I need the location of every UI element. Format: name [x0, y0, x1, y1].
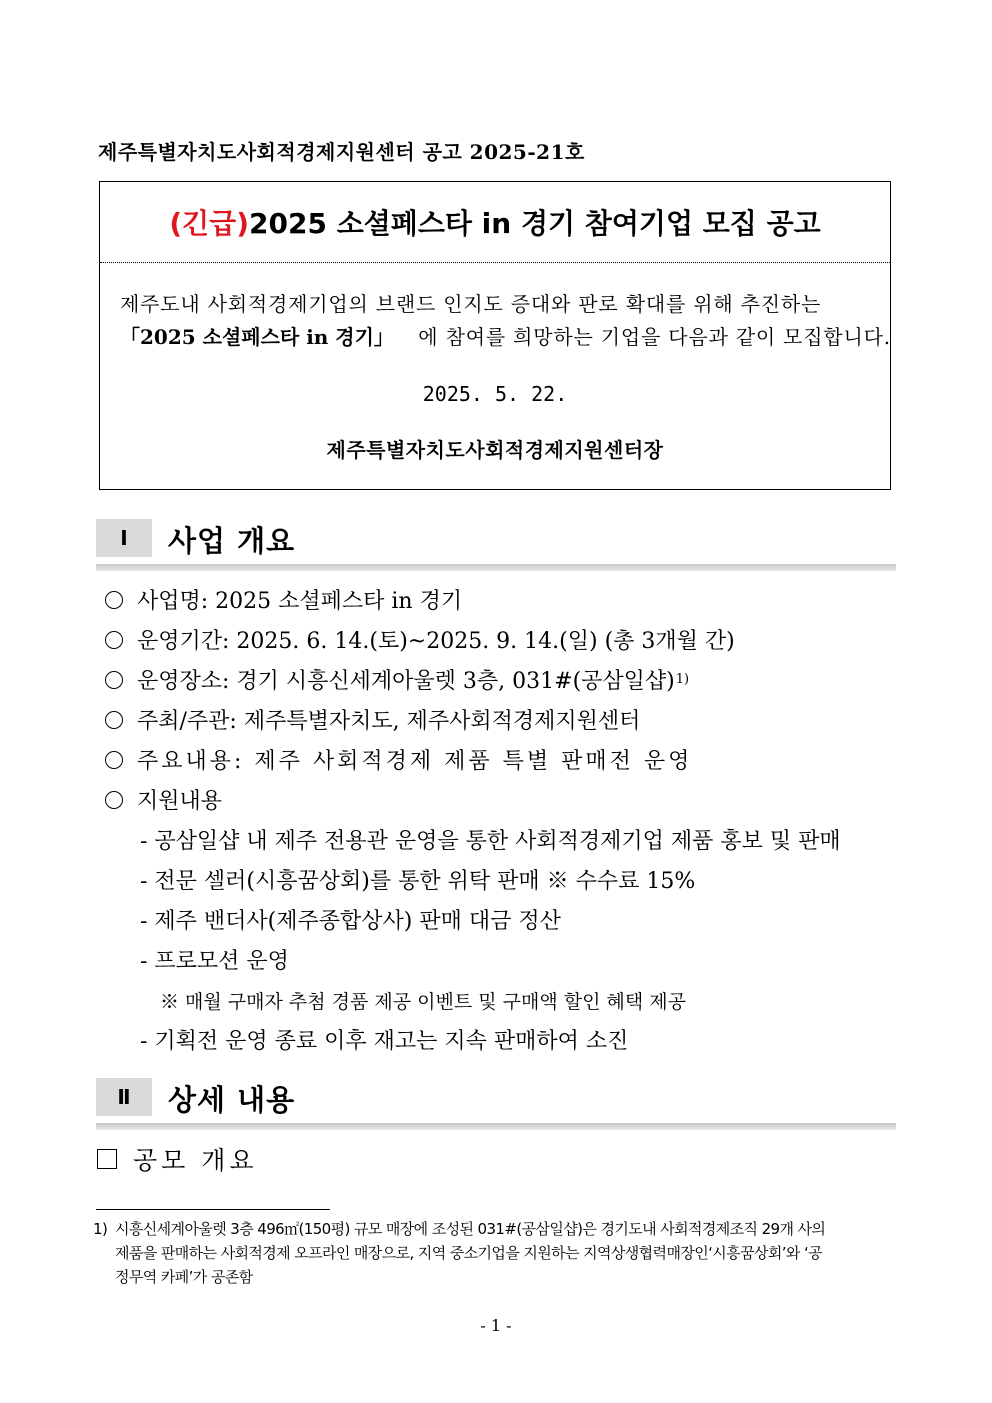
- support-item: - 전문 셀러(시흥꿈상회)를 통한 위탁 판매 ※ 수수료 15%: [140, 869, 696, 894]
- circle-bullet-icon: [105, 631, 123, 649]
- section2-title: 상세 내용: [168, 1083, 296, 1117]
- section2-badge: Ⅱ: [96, 1078, 152, 1116]
- list-item: 지원내용: [105, 784, 222, 815]
- circle-bullet-icon: [105, 591, 123, 609]
- footnote-line: 제품을 판매하는 사회적경제 오프라인 매장으로, 지역 중소기업을 지원하는 지역상생협력매장인‘시흥꿈상회’와 ‘공: [115, 1244, 823, 1262]
- title-box: [99, 181, 891, 490]
- urgent-tag: (긴급): [169, 207, 250, 240]
- intro-line-1: 제주도내 사회적경제기업의 브랜드 인지도 증대와 판로 확대를 위해 추진하는: [120, 292, 822, 316]
- list-item: 운영장소: 경기 시흥신세계아울렛 3층, 031#(공삼일샵) 1): [105, 664, 689, 695]
- support-item: - 프로모션 운영: [140, 949, 289, 974]
- circle-bullet-icon: [105, 751, 123, 769]
- section1-badge: Ⅰ: [96, 519, 152, 557]
- support-item: - 제주 밴더사(제주종합상사) 판매 대금 정산: [140, 909, 561, 934]
- title-text: 2025 소셜페스타 in 경기 참여기업 모집 공고: [249, 207, 821, 240]
- footnote-number: 1): [93, 1220, 108, 1238]
- document-title: [100, 182, 890, 263]
- intro-line-2-rest: 에 참여를 희망하는 기업을 다음과 같이 모집합니다.: [418, 325, 891, 349]
- event-name: 「2025 소셜페스타 in 경기」: [120, 325, 394, 349]
- footnote-line: 시흥신세계아울렛 3층 496㎡(150평) 규모 매장에 조성된 031#(공삼일샵)은 경기도내 사회적경제조직 29개 사의: [115, 1220, 826, 1238]
- page-number: - 1 -: [480, 1316, 512, 1335]
- subheading: 공모 개요: [97, 1141, 258, 1177]
- notice-date: 2025. 5. 22.: [422, 382, 568, 406]
- intro-line-2: [120, 321, 891, 350]
- support-item: - 기획전 운영 종료 이후 재고는 지속 판매하여 소진: [140, 1029, 629, 1054]
- circle-bullet-icon: [105, 791, 123, 809]
- section1-rule: [96, 564, 896, 571]
- list-item: 주요내용: 제주 사회적경제 제품 특별 판매전 운영: [105, 744, 692, 775]
- promotion-note: ※ 매월 구매자 추첨 경품 제공 이벤트 및 구매액 할인 혜택 제공: [160, 991, 686, 1013]
- footnote-line: 정무역 카페’가 공존함: [115, 1268, 253, 1286]
- support-item: - 공삼일샵 내 제주 전용관 운영을 통한 사회적경제기업 제품 홍보 및 판매: [140, 829, 841, 854]
- list-item: 운영기간: 2025. 6. 14.(토)~2025. 9. 14.(일) (총 3개월 간): [105, 624, 735, 655]
- circle-bullet-icon: [105, 671, 123, 689]
- square-bullet-icon: [97, 1149, 117, 1169]
- footnote-ref[interactable]: 1): [675, 672, 690, 687]
- section1-title: 사업 개요: [168, 524, 296, 558]
- footnote-divider: [96, 1209, 330, 1210]
- notice-number: 제주특별자치도사회적경제지원센터 공고 2025-21호: [98, 140, 585, 164]
- list-item: 사업명: 2025 소셜페스타 in 경기: [105, 584, 462, 615]
- circle-bullet-icon: [105, 711, 123, 729]
- section2-rule: [96, 1123, 896, 1130]
- footnote: [93, 1217, 898, 1289]
- list-item: 주최/주관: 제주특별자치도, 제주사회적경제지원센터: [105, 704, 640, 735]
- issuer: 제주특별자치도사회적경제지원센터장: [326, 438, 664, 462]
